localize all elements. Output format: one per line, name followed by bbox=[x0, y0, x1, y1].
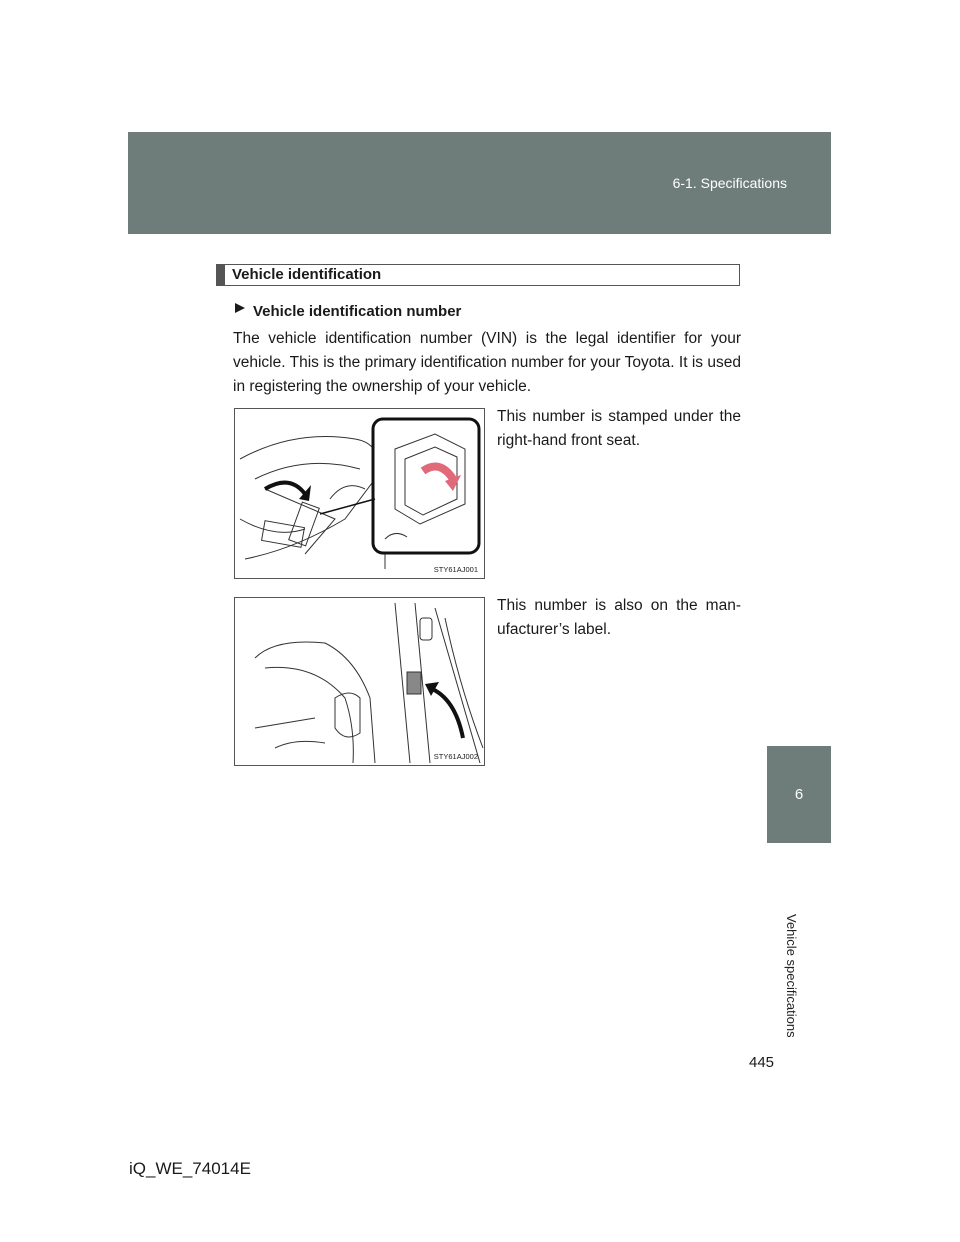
figure-seat-underside bbox=[234, 408, 485, 579]
body-paragraph: The vehicle identification number (VIN) is the legal identifier for your vehicle. This is the primary identification number for your Toyota. It is used in registering the ownership of your vehicle. bbox=[233, 330, 741, 395]
figure-caption: This number is stamped under the right-hand front seat. bbox=[497, 408, 741, 449]
document-code: iQ_WE_74014E bbox=[129, 1159, 251, 1178]
section-breadcrumb: 6-1. Specifications bbox=[672, 175, 787, 191]
subheading: Vehicle identification number bbox=[253, 303, 462, 320]
figure-caption: This number is also on the man-ufacturer’s label. bbox=[497, 597, 741, 638]
header-band bbox=[128, 132, 831, 234]
figure-code: STY61AJ001 bbox=[433, 565, 478, 574]
door-pillar-illustration bbox=[235, 598, 484, 765]
section-title: Vehicle identification bbox=[216, 264, 740, 286]
page-number: 445 bbox=[749, 1054, 775, 1071]
figure-door-pillar bbox=[234, 597, 485, 766]
figure-code: STY61AJ002 bbox=[433, 752, 478, 761]
chapter-tab[interactable]: 6 bbox=[767, 746, 831, 843]
chapter-label: Vehicle specifications bbox=[784, 914, 799, 1038]
bullet-triangle-icon bbox=[235, 303, 245, 313]
seat-illustration bbox=[235, 409, 484, 578]
